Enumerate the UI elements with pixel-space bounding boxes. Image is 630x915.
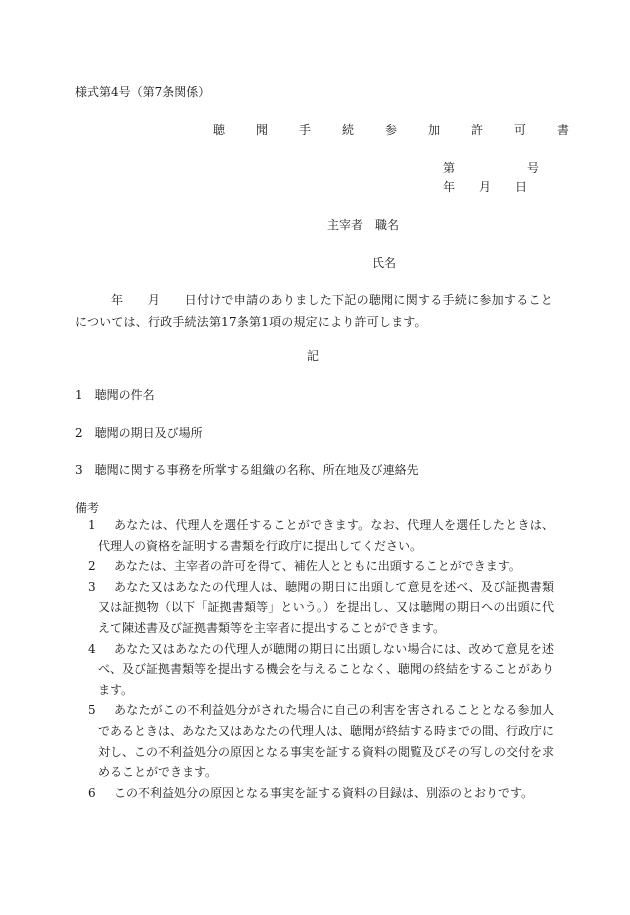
note-number: 2 — [88, 559, 96, 574]
note-text: あなたは、代理人を選任することができます。なお、代理人を選任したときは、代理人の資格を証明する書類を行政庁に提出してください。 — [98, 518, 554, 553]
note-number: 1 — [88, 518, 96, 532]
note-number: 6 — [88, 785, 96, 800]
notes-heading: 備考 — [75, 501, 100, 515]
note-item-4 — [82, 639, 554, 701]
permission-paragraph: 年 月 日付けで申請のありました下記の聴聞に関する手続に参加することについては、行政手続法第17条第1項の規定により許可します。 — [75, 293, 553, 329]
note-number: 5 — [88, 703, 96, 718]
date-line: 年 月 日 — [443, 180, 528, 194]
note-text: あなたがこの不利益処分がされた場合に自己の利害を害されることとなる参加人であるときは、あなた又はあなたの代理人は、聴聞が終結する時までの間、行政庁に対し、この不利益処分の原因となる事実を証する資料の閲覧及びその写しの交付を求めることができます。 — [98, 703, 555, 780]
organizer-title-label: 主宰者 職名 — [327, 218, 400, 232]
note-text: この不利益処分の原因となる事実を証する資料の目録は、別添のとおりです。 — [114, 785, 534, 800]
note-text: あなた又はあなたの代理人は、聴聞の期日に出頭して意見を述べ、及び証拠書類又は証拠物（以下「証拠書類等」という。）を提出し、又は聴聞の期日への出頭に代えて陳述書及び証拠書類等を主宰者に提出することができます。 — [98, 579, 554, 635]
organizer-name-label: 氏名 — [372, 256, 397, 270]
item-3: 3 聴聞に関する事務を所掌する組織の名称、所在地及び連絡先 — [75, 463, 419, 477]
note-text: あなた又はあなたの代理人が聴聞の期日に出頭しない場合には、改めて意見を述べ、及び証拠書類等を提出する機会を与えることなく、聴聞の終結をすることがあります。 — [98, 641, 554, 697]
note-number: 4 — [88, 641, 96, 656]
note-item-1 — [82, 515, 554, 556]
number-line: 第 号 — [443, 161, 540, 175]
form-label: 様式第4号（第7条関係） — [75, 85, 211, 99]
note-item-6 — [82, 783, 554, 804]
item-2: 2 聴聞の期日及び場所 — [75, 426, 203, 440]
note-text: あなたは、主宰者の許可を得て、補佐人とともに出頭することができます。 — [114, 559, 521, 574]
note-number: 3 — [88, 579, 96, 594]
note-item-2 — [82, 556, 554, 577]
ki-heading: 記 — [307, 349, 320, 363]
note-item-3 — [82, 577, 554, 639]
notes-list — [82, 515, 554, 803]
note-item-5 — [82, 700, 554, 782]
item-1: 1 聴聞の件名 — [75, 388, 155, 402]
document-title: 聴 聞 手 続 参 加 許 可 書 — [213, 123, 579, 137]
